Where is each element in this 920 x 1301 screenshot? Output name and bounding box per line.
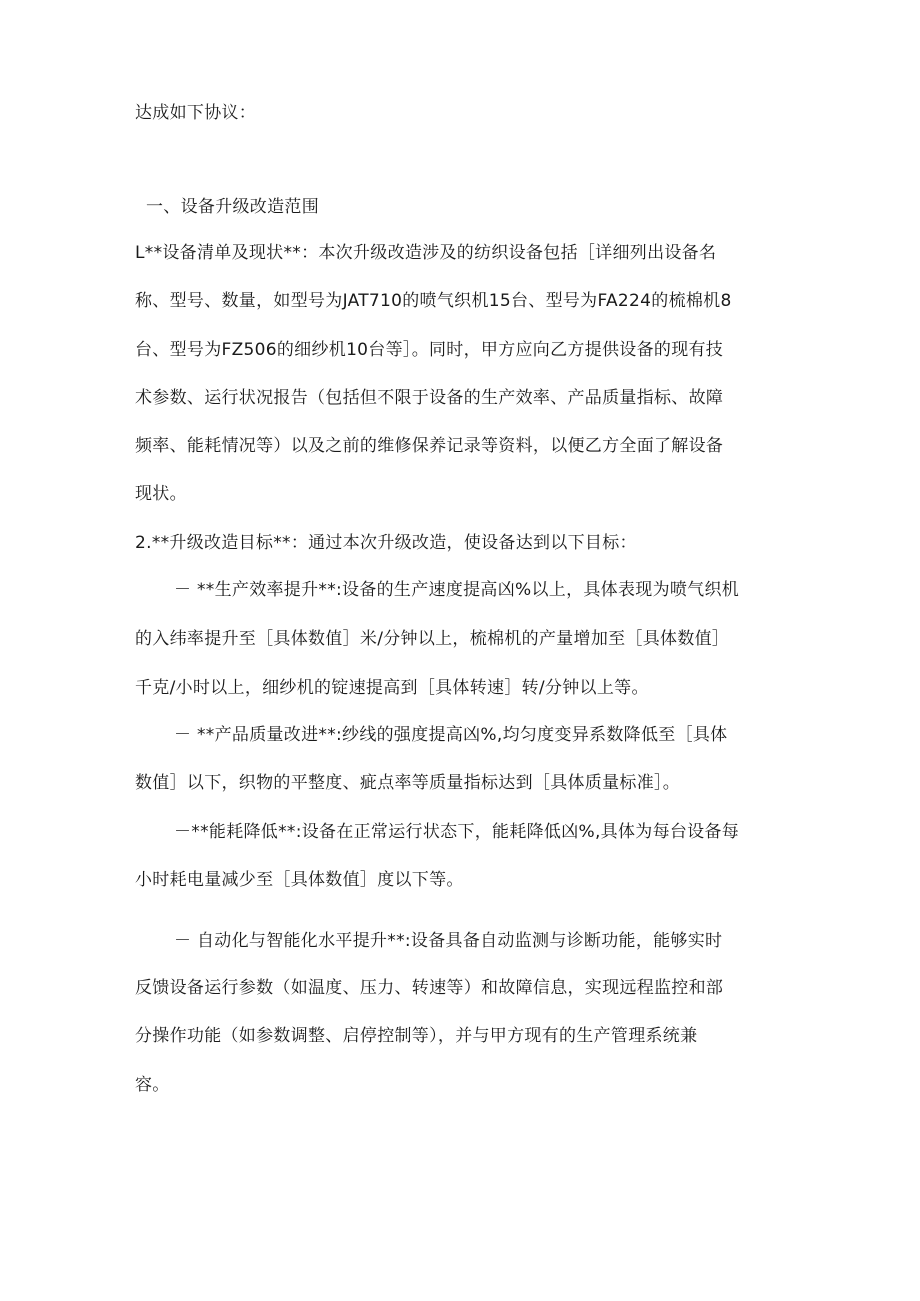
paragraph-line: 反馈设备运行参数（如温度、压力、转速等）和故障信息，实现远程监控和部 [135, 978, 724, 998]
paragraph-line: 台、型号为FZ506的细纱机10台等］。同时，甲方应向乙方提供设备的现有技 [135, 340, 724, 360]
paragraph-line: 频率、能耗情况等）以及之前的维修保养记录等资料，以便乙方全面了解设备 [135, 436, 724, 456]
paragraph-line: － 自动化与智能化水平提升**:设备具备自动监测与诊断功能，能够实时 [174, 931, 723, 951]
paragraph-line: 容。 [135, 1075, 170, 1095]
paragraph-line: － **产品质量改进**:纱线的强度提高凶%,均匀度变异系数降低至［具体 [174, 725, 728, 745]
paragraph-line: L**设备清单及现状**：本次升级改造涉及的纺织设备包括［详细列出设备名 [135, 243, 717, 263]
paragraph-line: 的入纬率提升至［具体数值］米/分钟以上，梳棉机的产量增加至［具体数值］ [135, 629, 730, 649]
paragraph-line: 数值］以下，织物的平整度、疵点率等质量指标达到［具体质量标准］。 [135, 773, 681, 793]
paragraph-line: 称、型号、数量，如型号为JAT710的喷气织机15台、型号为FA224的梳棉机8 [135, 291, 732, 311]
paragraph-line: 千克/小时以上，细纱机的锭速提高到［具体转速］转/分钟以上等。 [135, 678, 649, 698]
section-heading: 一、设备升级改造范围 [146, 197, 319, 217]
paragraph-line: 分操作功能（如参数调整、启停控制等），并与甲方现有的生产管理系统兼 [135, 1026, 698, 1046]
paragraph-line: 现状。 [135, 484, 187, 504]
intro-text: 达成如下协议： [135, 103, 257, 123]
paragraph-line: 术参数、运行状况报告（包括但不限于设备的生产效率、产品质量指标、故障 [135, 388, 724, 408]
paragraph-line: －**能耗降低**:设备在正常运行状态下，能耗降低凶%,具体为每台设备每 [174, 822, 740, 842]
paragraph-line: － **生产效率提升**:设备的生产速度提高凶%以上，具体表现为喷气织机 [174, 580, 740, 600]
paragraph-line: 小时耗电量减少至［具体数值］度以下等。 [135, 870, 464, 890]
item-2-heading: 2.**升级改造目标**：通过本次升级改造，使设备达到以下目标： [135, 533, 637, 553]
